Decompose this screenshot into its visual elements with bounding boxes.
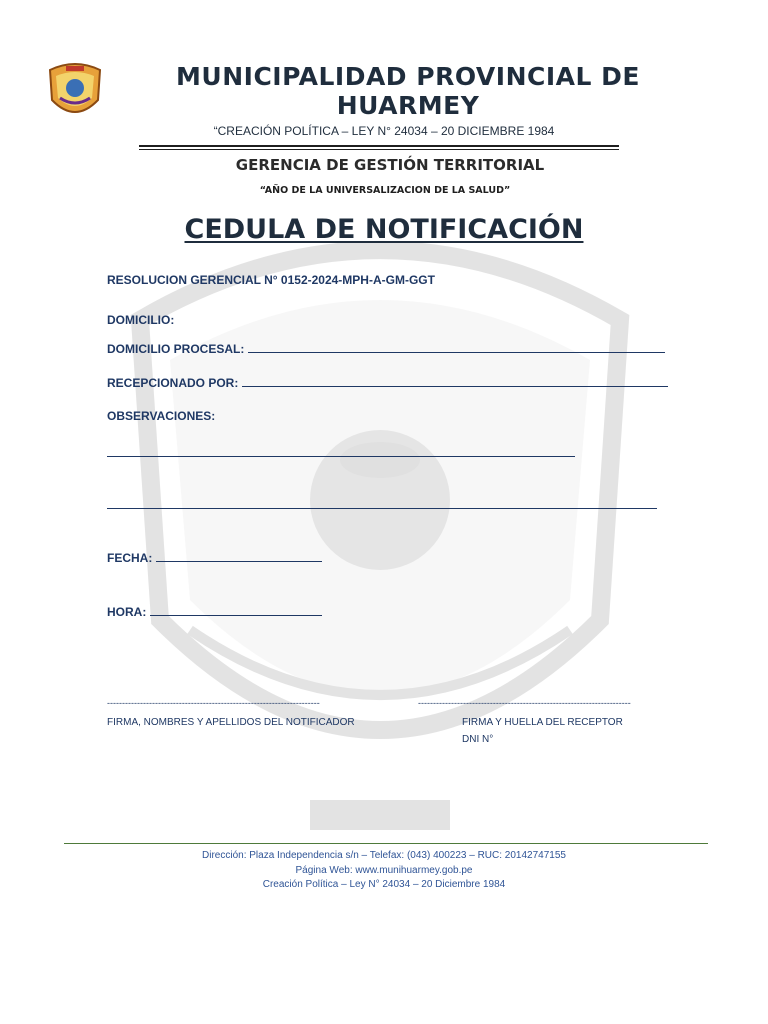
notifier-signature-label: FIRMA, NOMBRES Y APELLIDOS DEL NOTIFICADOR: [107, 717, 355, 728]
footer-website[interactable]: Página Web: www.munihuarmey.gob.pe: [295, 865, 473, 876]
header-divider: [139, 145, 619, 147]
department-name: GERENCIA DE GESTIÓN TERRITORIAL: [235, 156, 545, 174]
domicilio-procesal-row: [107, 340, 665, 356]
receiver-dni-label: DNI N°: [462, 734, 494, 745]
receiver-signature-line[interactable]: -----------------------------------------------------------------------: [418, 698, 631, 708]
footer-creation: Creación Política – Ley N° 24034 – 20 Diciembre 1984: [262, 879, 506, 890]
hora-blank[interactable]: [150, 603, 322, 616]
receiver-signature-label: FIRMA Y HUELLA DEL RECEPTOR: [462, 717, 623, 728]
fecha-row: [107, 549, 322, 565]
notifier-signature-line[interactable]: -----------------------------------------------------------------------: [107, 698, 320, 708]
recepcionado-row: [107, 374, 668, 390]
resolution-number: RESOLUCION GERENCIAL N° 0152-2024-MPH-A-GM-GGT: [107, 273, 435, 287]
observaciones-label: OBSERVACIONES:: [107, 409, 216, 423]
fecha-label: FECHA:: [107, 551, 153, 565]
observaciones-line-1[interactable]: [107, 456, 575, 457]
footer-divider: [64, 843, 708, 844]
fecha-blank[interactable]: [156, 549, 322, 562]
footer-address: Dirección: Plaza Independencia s/n – Telefax: (043) 400223 – RUC: 20142747155: [202, 850, 566, 861]
observaciones-line-2[interactable]: [107, 508, 657, 509]
domicilio-label: DOMICILIO:: [107, 313, 175, 327]
recepcionado-label: RECEPCIONADO POR:: [107, 376, 239, 390]
hora-label: HORA:: [107, 605, 147, 619]
municipal-seal-icon: [44, 60, 106, 124]
domicilio-procesal-label: DOMICILIO PROCESAL:: [107, 342, 245, 356]
header-divider-thin: [139, 149, 619, 150]
municipality-title: MUNICIPALIDAD PROVINCIAL DE HUARMEY: [176, 62, 640, 120]
recepcionado-blank[interactable]: [242, 374, 668, 387]
year-motto: “AÑO DE LA UNIVERSALIZACION DE LA SALUD”: [259, 185, 511, 196]
creation-quote: “CREACIÓN POLÍTICA – LEY N° 24034 – 20 DICIEMBRE 1984: [213, 124, 555, 138]
document-title: CEDULA DE NOTIFICACIÓN: [184, 214, 584, 245]
domicilio-procesal-blank[interactable]: [248, 340, 665, 353]
hora-row: [107, 603, 322, 619]
